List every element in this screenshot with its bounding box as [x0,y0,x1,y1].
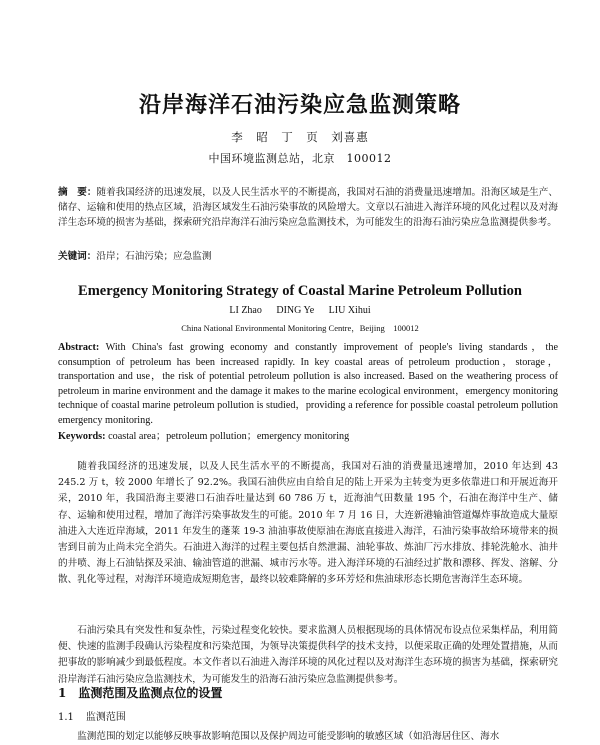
title-english: Emergency Monitoring Strategy of Coastal Marine Petroleum Pollution [78,283,522,299]
abstract-text-english: With China's fast growing economy and constantly improvement of people's living standards，the consumption of petroleum has been increased rapidly. In key coastal areas of petroleum production，storage，transportation and use，the risk of potential petroleum pollution is also increased. Based on the weathering process of petroleum in marine environment and the damage it makes to the marine ecological environment，emergency monitoring technique of coastal marine petroleum pollution is studied，providing a reference for possible coastal petroleum pollution emergency monitoring. [58,342,558,426]
abstract-english [58,341,558,429]
abstract-label-chinese: 摘 要： [58,187,97,198]
authors-english [0,305,600,316]
subsection-heading-1-1 [58,708,126,723]
keywords-english [58,427,558,442]
section-heading-1: 1 监测范围及监测点位的设置 [58,686,223,700]
body-paragraph-1: 随着我国经济的迅速发展，以及人民生活水平的不断提高，我国对石油的消费量迅速增加，2010 年达到 43 245.2 万 t，较 2000 年增长了 92.2%。我国石油供应由自给自足的陆上开采为主转变为更多依靠进口和开展近海开采，2010 年，我国沿海主要港口石油吞吐量达到 60 786 万 t，近海油气田数量 195 个，石油在海洋中生产、储存、运输和使用过程，增加了海洋污染事故发生的可能。2010 年 7 月 16 日，大连新港输油管道爆炸事故造成大量原油进入大连近岸海域，2011 年发生的蓬莱 19-3 油油事故使原油在海底直接进入海洋，石油污染事故给环境带来的损害到目前为止尚未完全消失。石油进入海洋的过程主要包括自然泄漏、油轮事故、炼油厂污水排放、排轮洗舱水、油井的井喷、海上石油钻探及采油、输油管道的泄漏、城市污水等。进入海洋环境的石油经过扩散和漂移、挥发、溶解、分散、乳化等过程，对海洋环境造成短期危害，最终以较难降解的多环芳烃和焦油球形态长期危害海洋生态环境。 [58,461,558,586]
author-english: LI Zhao [229,305,262,316]
subsection-title: 监测范围 [85,712,126,723]
keywords-chinese [58,248,558,262]
keywords-label-chinese: 关键词： [58,251,97,262]
keywords-label-english: Keywords: [58,431,106,442]
affiliation-english: China National Environmental Monitoring Centre，Beijing 100012 [181,323,419,333]
keywords-text-english: coastal area；petroleum pollution；emergency monitoring [108,431,350,442]
body-paragraph-2: 石油污染具有突发性和复杂性，污染过程变化较快。要求监测人员根据现场的具体情况布设点位采集样品，利用简便、快速的监测手段确认污染程度和污染范围，为领导决策提供科学的技术支持，以便采取正确的处理处置措施，从而把事故的影响减少到最低程度。本文作者以石油进入海洋环境的风化过程以及对海洋生态环境的损害为基础，探索研究沿岸海洋石油污染应急监测技术，为可能发生的沿海石油污染应急监测提供参考。 [58,625,558,685]
abstract-text-chinese: 随着我国经济的迅速发展，以及人民生活水平的不断提高，我国对石油的消费量迅速增加。沿海区域是生产、储存、运输和使用的热点区域，沿海区域发生石油污染事故的风险增大。文章以石油进入海洋环境的风化过程以及对海洋生态环境的损害为基础，探索研究沿岸海洋石油污染应急监测技术，为可能发生的沿海石油污染应急监测提供参考。 [58,187,559,228]
abstract-chinese [58,185,558,230]
abstract-label-english: Abstract: [58,342,100,353]
affiliation-chinese: 中国环境监测总站，北京 100012 [208,152,392,165]
subsection-number: 1.1 [58,712,74,723]
title-chinese: 沿岸海洋石油污染应急监测策略 [138,92,461,118]
author-english: DING Ye [276,305,315,316]
authors-chinese: 李 昭 丁 页 刘喜惠 [231,130,369,144]
keywords-text-chinese: 沿岸；石油污染；应急监测 [96,251,212,262]
author-english: LIU Xihui [328,305,371,316]
body-paragraph-3: 监测范围的划定以能够反映事故影响范围以及保护周边可能受影响的敏感区域（如沿海居住区、海水 [77,731,500,742]
